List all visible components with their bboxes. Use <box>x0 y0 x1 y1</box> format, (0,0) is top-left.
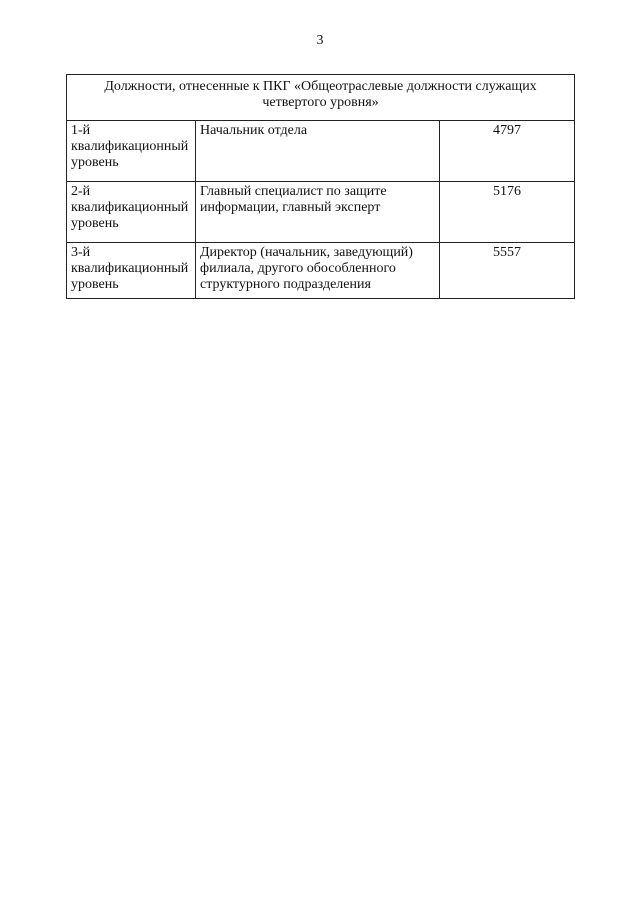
table-row <box>67 121 575 182</box>
salary-cell: 4797 <box>440 121 575 182</box>
qualification-level-cell: 3-й квалификационный уровень <box>67 243 196 299</box>
table-row <box>67 243 575 299</box>
position-cell: Начальник отдела <box>196 121 440 182</box>
table-header: Должности, отнесенные к ПКГ «Общеотраслевые должности служащих четвертого уровня» <box>67 75 575 121</box>
position-cell: Директор (начальник, заведующий) филиала, другого обособленного структурного подразделения <box>196 243 440 299</box>
page-number: 3 <box>316 33 324 48</box>
table-row <box>67 182 575 243</box>
salary-table <box>66 74 575 299</box>
qualification-level-cell: 2-й квалификационный уровень <box>67 182 196 243</box>
position-cell: Главный специалист по защите информации, главный эксперт <box>196 182 440 243</box>
salary-cell: 5557 <box>440 243 575 299</box>
salary-cell: 5176 <box>440 182 575 243</box>
table-header-row <box>67 75 575 121</box>
qualification-level-cell: 1-й квалификационный уровень <box>67 121 196 182</box>
